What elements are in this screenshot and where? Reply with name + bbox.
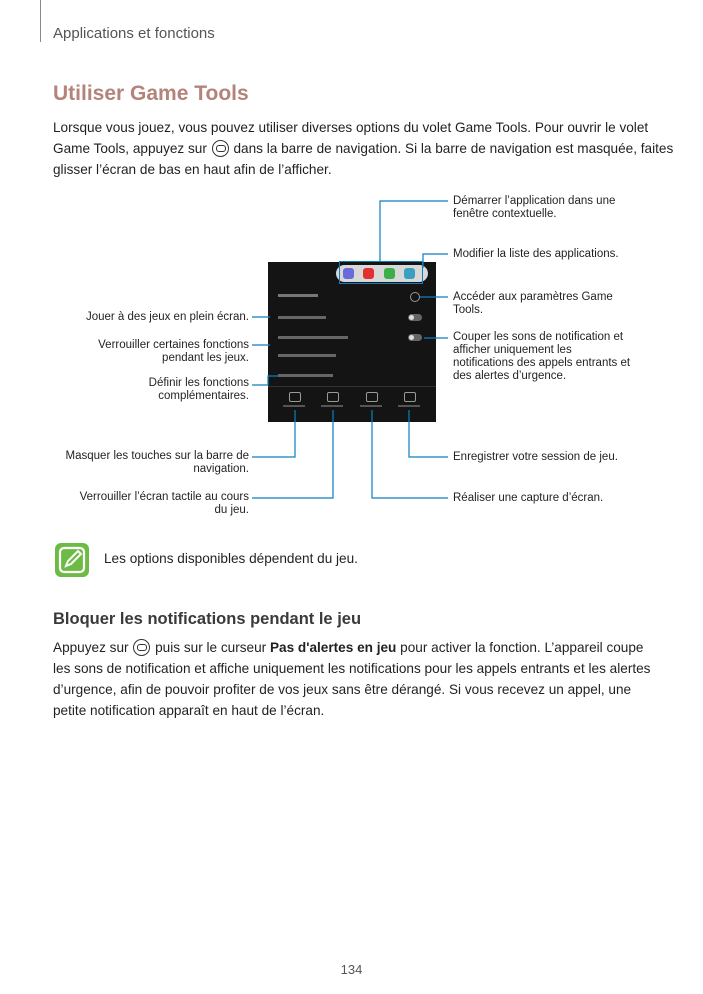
intro-line-3: glisser l’écran de bas en haut afin de l’afficher. <box>53 162 332 177</box>
line-lock-touch <box>252 410 333 498</box>
line-record <box>409 410 448 457</box>
line-start-app <box>380 201 448 261</box>
game-tools-icon <box>133 639 150 656</box>
section2-paragraph <box>53 637 653 721</box>
note-text: Les options disponibles dépendent du jeu. <box>104 551 358 566</box>
line-capture <box>372 410 448 498</box>
line-extra <box>252 376 278 385</box>
line-edit-list <box>423 254 448 268</box>
callout-capture: Réaliser une capture d’écran. <box>453 492 604 504</box>
section2-line-2: les sons de notification et affiche uniquement les notifications pour les appels entrants et les alertes <box>53 661 651 676</box>
callout-mute: Couper les sons de notification et afficher uniquement les notifications des appels entrants et des alertes d’urgence. <box>453 331 631 382</box>
note-pencil-icon <box>55 543 89 577</box>
section2-line-3: d’urgence, afin de pouvoir profiter de vos jeux sans être dérangé. Si vous recevez un appel, une <box>53 682 632 697</box>
page-title: Utiliser Game Tools <box>53 82 249 105</box>
callout-fullscreen: Jouer à des jeux en plein écran. <box>85 311 249 323</box>
section2-line-4: petite notification apparaît en haut de l’écran. <box>53 703 325 718</box>
callout-settings: Accéder aux paramètres Game Tools. <box>453 291 613 316</box>
callout-extra: Définir les fonctions complémentaires. <box>148 377 249 402</box>
line-hide-nav <box>252 410 295 457</box>
callout-lock-features: Verrouiller certaines fonctions pendant les jeux. <box>98 339 249 364</box>
section2-line-1: Appuyez sur puis sur le curseur Pas d'alertes en jeu pour activer la fonction. L’appareil coupe <box>53 640 644 655</box>
callout-record: Enregistrer votre session de jeu. <box>453 451 618 463</box>
callout-edit-list: Modifier la liste des applications. <box>453 248 619 260</box>
intro-line-2: Game Tools, appuyez sur dans la barre de navigation. Si la barre de navigation est masquée, faites <box>53 141 674 156</box>
callout-lock-touch: Verrouiller l’écran tactile au cours du jeu. <box>79 491 249 516</box>
page-number: 134 <box>340 962 363 977</box>
callout-start-app: Démarrer l’application dans une fenêtre contextuelle. <box>453 195 616 220</box>
section-title: Bloquer les notifications pendant le jeu <box>53 610 362 628</box>
callout-hide-nav: Masquer les touches sur la barre de navigation. <box>65 450 249 475</box>
section-header: Applications et fonctions <box>53 25 215 42</box>
intro-line-1: Lorsque vous jouez, vous pouvez utiliser diverses options du volet Game Tools. Pour ouvrir le volet <box>53 120 649 135</box>
